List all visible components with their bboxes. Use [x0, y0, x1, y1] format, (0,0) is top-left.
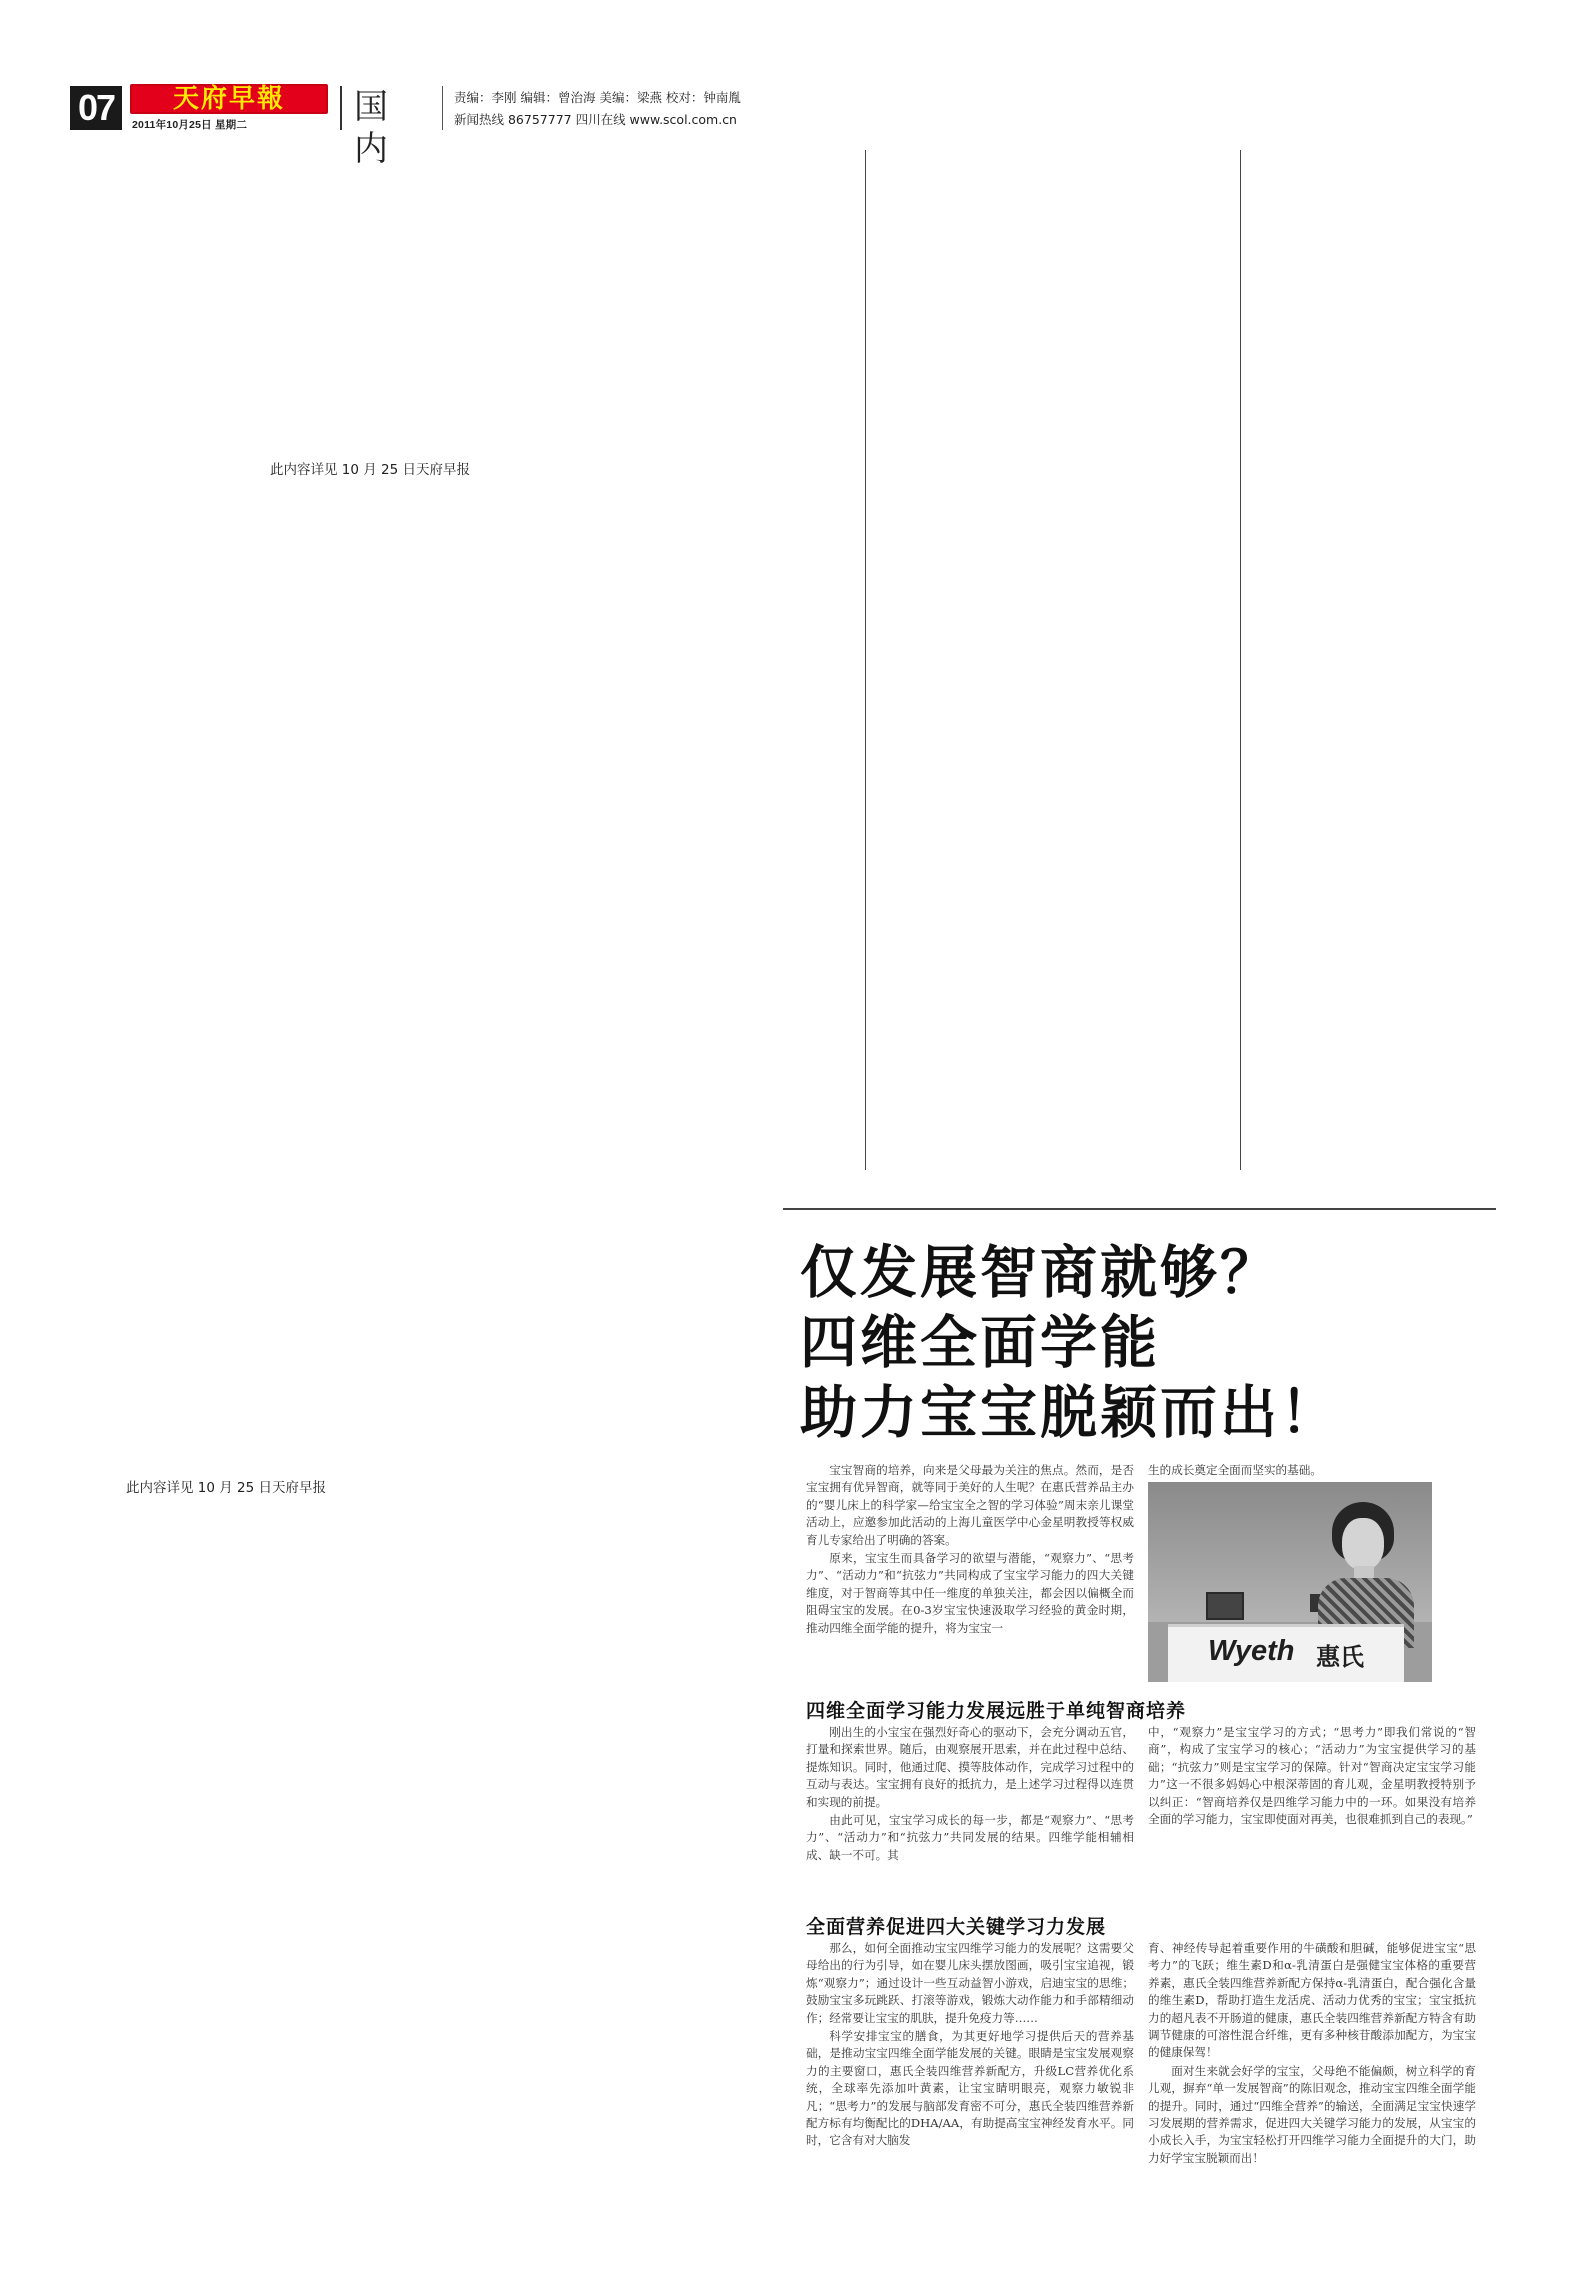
paragraph: 由此可见，宝宝学习成长的每一步，都是“观察力”、“思考力”、“活动力”和“抗弦力”共同发展的结果。四维学能相辅相成、缺一不可。其	[806, 1813, 1134, 1862]
newspaper-logo: 天府早報	[130, 84, 328, 114]
masthead-divider	[340, 86, 342, 130]
section1-column-left	[806, 1724, 1134, 1865]
paragraph: 育、神经传导起着重要作用的牛磺酸和胆碱，能够促进宝宝“思考力”的飞跃；维生素D和α-乳清蛋白是强健宝宝体格的重要营养素，惠氏全装四维营养新配方保持α-乳清蛋白，配合强化含量的维生素D，帮助打造生龙活虎、活动力优秀的宝宝；宝宝抵抗力的超凡表不开肠道的健康，惠氏全装四维营养新配方特含有助调节健康的可溶性混合纤维，更有多种核苷酸添加配方，为宝宝的健康保驾！	[1148, 1941, 1476, 2060]
paragraph: 原来，宝宝生而具备学习的欲望与潜能，“观察力”、“思考力”、“活动力”和“抗弦力”共同构成了宝宝学习能力的四大关键维度，对于智商等其中任一维度的单独关注，都会因以偏概全而阻碍宝宝的发展。在0-3岁宝宝快速汲取学习经验的黄金时期，推动四维全面学能的提升，将为宝宝一	[806, 1551, 1134, 1635]
publication-date: 2011年10月25日 星期二	[132, 119, 248, 131]
editor-credits: 责编：李刚 编辑：曾治海 美编：梁燕 校对：钟南胤	[454, 90, 741, 105]
paragraph: 科学安排宝宝的膳食，为其更好地学习提供后天的营养基础，是推动宝宝四维全面学能发展的关键。眼睛是宝宝发展观察力的主要窗口，惠氏全装四维营养新配方，升级LC营养优化系统，全球率先添加叶黄素，让宝宝睛明眼亮，观察力敏锐非凡；“思考力”的发展与脑部发育密不可分，惠氏全装四维营养新配方标有均衡配比的DHA/AA，有助提高宝宝神经发育水平。同时，它含有对大脑发	[806, 2029, 1134, 2148]
paragraph: 那么，如何全面推动宝宝四维学习能力的发展呢？这需要父母给出的行为引导，如在婴儿床头摆放图画，吸引宝宝追视，锻炼“观察力”；通过设计一些互动益智小游戏，启迪宝宝的思维；鼓励宝宝多玩跳跃、打滚等游戏，锻炼大动作能力和手部精细动作；经常要让宝宝的肌肤，提升免疫力等……	[806, 1941, 1134, 2025]
article-top-rule	[783, 1208, 1496, 1210]
column-rule-right	[1240, 150, 1241, 1170]
column-rule-left	[865, 150, 866, 1170]
intro-column-right	[1148, 1462, 1448, 1480]
headline-line-1: 仅发展智商就够？	[800, 1239, 1280, 1306]
page-number: 07	[70, 86, 122, 130]
paragraph: 生的成长奠定全面而坚实的基础。	[1148, 1463, 1322, 1477]
paragraph: 中，“观察力”是宝宝学习的方式；“思考力”即我们常说的“智商”，构成了宝宝学习的核心；“活动力”为宝宝提供学习的基础；“抗弦力”则是宝宝学习的保障。针对“智商决定宝宝学习能力”这一不很多妈妈心中根深蒂固的育儿观，金星明教授特别予以纠正：“智商培养仅是四维学习能力中的一环。如果没有培养全面的学习能力，宝宝即使面对再美，也很难抓到自己的表现。”	[1148, 1725, 1476, 1827]
section1-column-right	[1148, 1724, 1476, 1829]
photo-podium	[1168, 1624, 1404, 1682]
podium-brand-chinese: 惠氏	[1316, 1643, 1364, 1671]
speaker-photo	[1148, 1482, 1432, 1682]
masthead-divider-2	[442, 86, 443, 130]
headline-line-3: 助力宝宝脱颖而出！	[800, 1379, 1340, 1446]
section2-column-right	[1148, 1940, 1476, 2168]
paragraph: 刚出生的小宝宝在强烈好奇心的驱动下，会充分调动五官，打量和探索世界。随后，由观察展开思索，并在此过程中总结、提炼知识。同时，他通过爬、摸等肢体动作，完成学习过程中的互动与表达。宝宝拥有良好的抵抗力，是上述学习过程得以连贯和实现的前提。	[806, 1725, 1134, 1809]
placeholder-note-top: 此内容详见 10 月 25 日天府早报	[270, 462, 471, 478]
headline-line-2: 四维全面学能	[800, 1309, 1160, 1376]
placeholder-note-bottom: 此内容详见 10 月 25 日天府早报	[126, 1480, 327, 1496]
paragraph: 宝宝智商的培养，向来是父母最为关注的焦点。然而，是否宝宝拥有优异智商，就等同于美好的人生呢？在惠氏营养品主办的“婴儿床上的科学家—给宝宝全之智的学习体验”周末亲儿课堂活动上，应邀参加此活动的上海儿童医学中心金星明教授等权威育儿专家给出了明确的答案。	[806, 1463, 1134, 1547]
news-hotline: 新闻热线 86757777 四川在线 www.scol.com.cn	[454, 112, 737, 127]
intro-column-left	[806, 1462, 1134, 1638]
photo-monitor	[1206, 1592, 1244, 1620]
paragraph: 面对生来就会好学的宝宝，父母绝不能偏颇，树立科学的育儿观，摒弃“单一发展智商”的陈旧观念，推动宝宝四维全面学能的提升。同时，通过“四维全营养”的输送，全面满足宝宝快速学习发展期的营养需求，促进四大关键学习能力的发展，从宝宝的小成长入手，为宝宝轻松打开四维学习能力全面提升的大门，助力好学宝宝脱颖而出！	[1148, 2063, 1476, 2165]
photo-speaker-face	[1342, 1518, 1384, 1570]
podium-brand-logo: Wyeth	[1208, 1635, 1295, 1667]
section-title: 国内	[354, 87, 390, 169]
section2-column-left	[806, 1940, 1134, 2151]
subheading-2: 全面营养促进四大关键学习力发展	[806, 1916, 1107, 1938]
subheading-1: 四维全面学习能力发展远胜于单纯智商培养	[806, 1700, 1187, 1722]
